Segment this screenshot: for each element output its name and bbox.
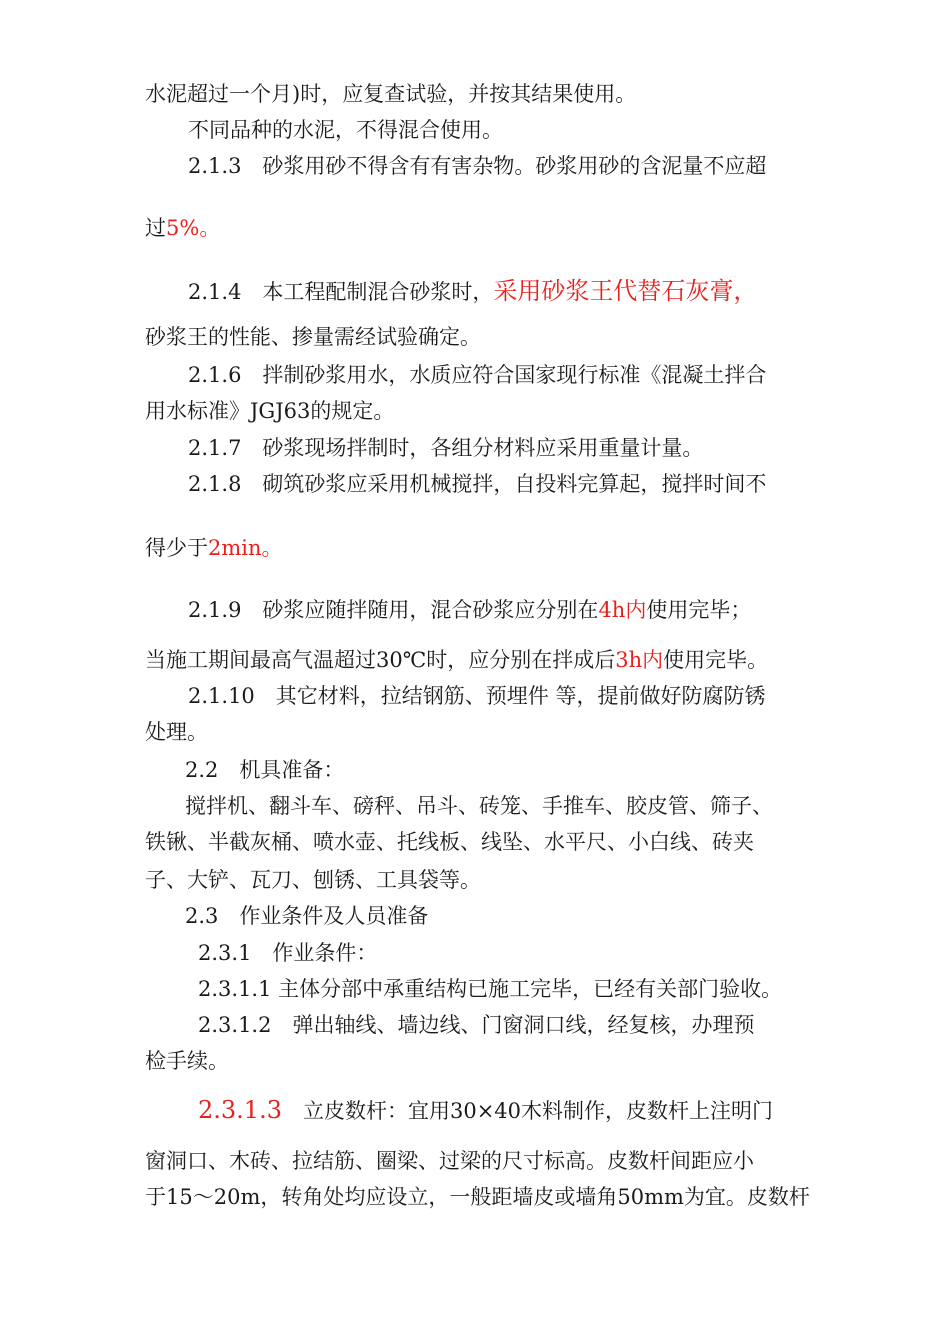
text-line: 子、大铲、瓦刀、刨锈、工具袋等。 (145, 868, 481, 892)
text-line: 2.1.6 拌制砂浆用水，水质应符合国家现行标准《混凝土拌合 (188, 363, 767, 387)
text-segment: 得少于 (145, 536, 208, 560)
text-line: 2.3.1.2 弹出轴线、墙边线、门窗洞口线，经复核，办理预 (198, 1013, 755, 1037)
text-line: 于15～20m，转角处均应设立，一般距墙皮或墙角50mm为宜。皮数杆 (145, 1185, 810, 1209)
text-line (145, 215, 220, 241)
text-segment: 使用完毕。 (663, 648, 769, 672)
text-line: 搅拌机、翻斗车、磅秤、吊斗、砖笼、手推车、胶皮管、筛子、 (185, 794, 773, 818)
text-line (188, 597, 751, 623)
text-line: 2.3.1.1 主体分部中承重结构已施工完毕，已经有关部门验收。 (198, 977, 783, 1001)
text-line: 不同品种的水泥，不得混合使用。 (188, 118, 503, 142)
text-line: 砂浆王的性能、掺量需经试验确定。 (145, 325, 481, 349)
text-line (198, 1097, 773, 1124)
text-line: 2.1.7 砂浆现场拌制时，各组分材料应采用重量计量。 (188, 436, 704, 460)
highlight-text: 3h内 (615, 648, 664, 672)
text-segment: 2.1.4 本工程配制混合砂浆时， (188, 280, 494, 304)
text-segment: 过 (145, 216, 166, 240)
text-line: 检手续。 (145, 1049, 229, 1073)
text-line: 2.1.10 其它材料，拉结钢筋、预埋件 等，提前做好防腐防锈 (188, 684, 766, 708)
text-line: 2.1.8 砌筑砂浆应采用机械搅拌，自投料完算起，搅拌时间不 (188, 472, 767, 496)
text-segment: 2.1.9 砂浆应随拌随用，混合砂浆应分别在 (188, 598, 599, 622)
text-line (145, 647, 768, 673)
text-line: 处理。 (145, 720, 208, 744)
text-line (145, 535, 283, 561)
text-line: 铁锹、半截灰桶、喷水壶、托线板、线坠、水平尺、小白线、砖夹 (145, 830, 754, 854)
highlight-text: 2min。 (208, 536, 283, 560)
text-segment: 当施工期间最高气温超过30℃时，应分别在拌成后 (145, 648, 616, 672)
highlight-text: 5%。 (166, 216, 221, 240)
text-line: 水泥超过一个月)时，应复查试验，并按其结果使用。 (145, 82, 637, 106)
text-line: 用水标准》JGJ63的规定。 (145, 399, 395, 423)
section-heading: 2.2 机具准备： (185, 758, 345, 782)
text-segment: 立皮数杆：宜用30×40木料制作，皮数杆上注明门 (281, 1099, 774, 1123)
section-heading: 2.3 作业条件及人员准备 (185, 904, 429, 928)
subsection-heading: 2.3.1 作业条件： (198, 941, 378, 965)
text-line: 2.1.3 砂浆用砂不得含有有害杂物。砂浆用砂的含泥量不应超 (188, 154, 767, 178)
highlight-text: 4h内 (598, 598, 647, 622)
highlight-text: 采用砂浆王代替石灰膏， (493, 277, 758, 305)
highlight-text: 2.3.1.3 (198, 1096, 282, 1124)
text-segment: 使用完毕； (646, 598, 752, 622)
text-line (188, 278, 757, 305)
text-line: 窗洞口、木砖、拉结筋、圈梁、过梁的尺寸标高。皮数杆间距应小 (145, 1149, 754, 1173)
